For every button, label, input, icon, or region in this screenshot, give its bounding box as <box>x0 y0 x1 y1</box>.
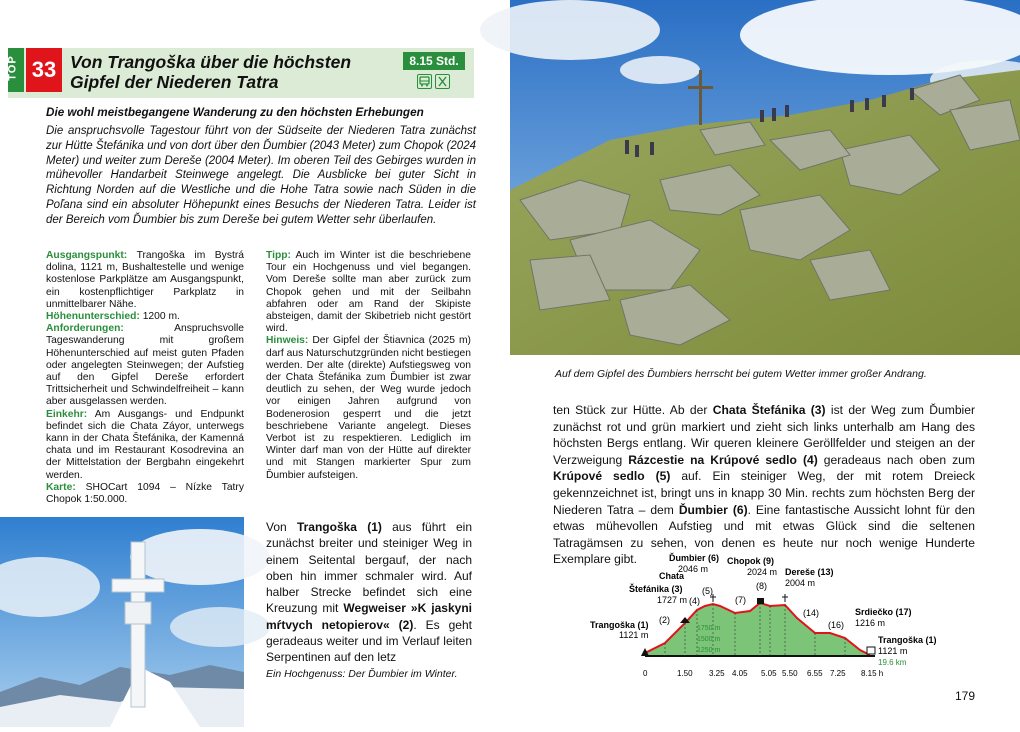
info-value-tip: Auch im Winter ist die beschriebene Tour ein Hochgenuss und viel begangen. Vom Dereše sollte man aber zurück zum Chopok gehen und mit der Seilbahn abfahren oder am Rand der Skipiste absteigen, damit der Skibetrieb nicht gestört wird. <box>266 250 471 335</box>
label-trangoska-end: Trangoška (1) <box>878 635 937 645</box>
waypoint-8: (8) <box>756 581 767 591</box>
elev-label-1750: 1750 m <box>697 625 721 632</box>
subtitle: Die wohl meistbegangene Wanderung zu den höchsten Erhebungen <box>46 106 424 119</box>
elev-trangoska-end: 1121 m <box>878 646 908 656</box>
info-column-1 <box>46 250 244 506</box>
body-left-text-3: . Es geht geradeaus weiter und im Verlauf leiten Serpentinen auf den letz <box>266 617 472 665</box>
waypoint-2: (2) <box>659 615 670 625</box>
info-column-2 <box>266 250 471 482</box>
winter-summit-photo <box>0 517 244 727</box>
x-tick: 4.05 <box>732 669 748 678</box>
distance-label: 19.6 km <box>878 658 907 667</box>
label-trangoska-start: Trangoška (1) <box>590 620 649 630</box>
x-tick: 1.50 <box>677 669 693 678</box>
label-srdiecko: Srdiečko (17) <box>855 607 912 617</box>
info-key-height: Höhenunterschied: <box>46 311 140 323</box>
summit-crowd-photo <box>510 0 1020 355</box>
info-key-map: Karte: <box>46 481 76 493</box>
info-value-height: 1200 m. <box>139 311 180 323</box>
place-wegweiser: Wegweiser »K jaskyni mŕtvych netopierov« (2) <box>266 601 472 632</box>
info-key-note: Hinweis: <box>266 335 309 347</box>
elevation-profile <box>585 548 937 683</box>
waypoint-5: (5) <box>702 586 713 596</box>
place-stefanika: Chata Štefánika (3) <box>712 403 826 417</box>
label-chata: Chata <box>659 571 685 581</box>
page-number: 179 <box>955 689 976 703</box>
info-value-start: Trangoška im Bystrá dolina, 1121 m, Bushaltestelle und wenige kostenlose Parkplätze am Ausgangspunkt, ein kostenpflichtiger Parkplatz in unmittelbarer Nähe. <box>46 250 244 310</box>
elev-derese: 2004 m <box>785 578 816 588</box>
top-label: TOP <box>6 55 19 81</box>
waypoint-7: (7) <box>735 595 746 605</box>
body-right-text-5: . Eine fantastische Aussicht lohnt für den etwas mühevollen Aufstieg und mit etwas Glück sind die seltenen Tatragämsen zu sehen, von denen es heute nur noch wenige Hunderte Exemplare gibt. <box>553 502 975 567</box>
x-tick: 5.05 <box>761 669 777 678</box>
body-left-text-2: aus führt ein zunächst breiter und steiniger Weg in einem Seitental bergauf, der nach oben hin immer schmaler wird. Auf halber Strecke befindet sich eine Kreuzung mit <box>266 520 472 616</box>
body-text-left <box>266 519 472 666</box>
place-dumbier: Ďumbier (6) <box>678 502 748 517</box>
x-tick: 6.55 <box>807 669 823 678</box>
intro-text: Die anspruchsvolle Tagestour führt von der Südseite der Niederen Tatra zunächst zur Hütte Štefánika und von dort über den Ďumbier (2043 Meter) zum Chopok (2024 Meter) und weiter zum Dereše (2004 Meter). Im oberen Teil des Gebirges wurden in mühevoller Handarbeit Steinwege angelegt. Die Ausblicke bei guter Sicht in Richtung Norden auf die Westliche und die Hohe Tatra sowie nach Süden in die Poľana sind ein absoluter Höhepunkt eines Besuchs der Niederen Tatra. Leider ist der Bereich vom Ďumbier bis zum Dereše bei gutem Wetter sehr überlaufen. <box>46 125 476 226</box>
elev-label-1250: 1250 m <box>697 647 721 654</box>
label-chopok: Chopok (9) <box>727 556 774 566</box>
elev-stefanika: 1727 m <box>657 595 688 605</box>
top-tab <box>8 48 24 92</box>
place-krupove-sedlo: Krúpové sedlo (5) <box>553 469 671 484</box>
x-tick: 5.50 <box>782 669 798 678</box>
label-derese: Dereše (13) <box>785 567 834 577</box>
info-key-stop: Einkehr: <box>46 408 88 420</box>
tour-number: 33 <box>26 48 62 92</box>
elev-dumbier: 2046 m <box>678 564 709 574</box>
x-tick: 3.25 <box>709 669 725 678</box>
caption-left: Ein Hochgenuss: Der Ďumbier im Winter. <box>266 668 458 680</box>
info-key-requirements: Anforderungen: <box>46 323 124 335</box>
waypoint-4: (4) <box>689 596 700 606</box>
elev-srdiecko: 1216 m <box>855 618 886 628</box>
x-tick: 0 <box>643 669 648 678</box>
info-key-tip: Tipp: <box>266 250 291 261</box>
elev-trangoska-start: 1121 m <box>619 630 649 640</box>
body-text-right <box>553 402 975 568</box>
title-line-2: Gipfel der Niederen Tatra <box>70 72 279 92</box>
body-right-text-2: ist der Weg zum Ďumbier zunächst rot und grün markiert und zieht sich links unterhalb am Hang des höchsten Bergs entlang. Wir queren kleinere Geröllfelder und steigen an der Verzweigung <box>553 403 975 467</box>
caption-right: Auf dem Gipfel des Ďumbiers herrscht bei gutem Wetter immer großer Andrang. <box>555 368 927 380</box>
title-line-1: Von Trangoška über die höchsten <box>70 52 352 72</box>
elev-label-1500: 1500 m <box>697 636 721 643</box>
place-razcestie: Rázcestie na Krúpové sedlo (4) <box>628 452 818 467</box>
body-right-text-3: geradeaus nach oben zum <box>817 452 975 467</box>
bus-icon <box>417 74 432 89</box>
info-key-start: Ausgangspunkt: <box>46 250 128 261</box>
transport-icons <box>417 74 450 89</box>
end-bus-icon <box>867 647 875 654</box>
body-right-text-1: ten Stück zur Hütte. Ab der <box>553 403 713 417</box>
info-value-requirements: Anspruchsvolle Tageswanderung mit großem Höhenunterschied auf meist guten Pfaden oder angelegten Steinwegen; der Aufstieg auf den Gipfel Dereše erfordert Trittsicherheit und Schwindelfreiheit – kann aber ausgelassen werden. <box>46 323 244 408</box>
label-dumbier: Ďumbier (6) <box>669 553 720 563</box>
waypoint-14: (14) <box>803 608 820 618</box>
info-value-note: Der Gipfel der Štiavnica (2025 m) darf aus Naturschutzgründen nicht bestiegen werden. Der alte (direkte) Aufstiegsweg von der Chata Štefánika zum Ďumbier ist zwar deutlich zu sehen, der Weg wurde jedoch vor einigen Jahren aufgrund von Bodenerosion gesperrt und die jetzt beschriebene Variante angelegt. Dieses Verbot ist zu respektieren. Lediglich im Winter darf man von der Hütte auf direkter und mit Stangen markierter Spur zum Ďumbier aufsteigen. <box>266 335 471 481</box>
info-value-stop: Am Ausgangs- und Endpunkt befindet sich die Chata Záyor, unterwegs kann in der Chata Štefánika, der Kamenná chata und im Restaurant Kosodrevina an der Mittelstation der Bergbahn eingekehrt werden. <box>46 408 244 481</box>
station-marker-icon <box>757 598 764 604</box>
x-tick: 7.25 <box>830 669 846 678</box>
elev-chopok: 2024 m <box>747 567 778 577</box>
duration-badge: 8.15 Std. <box>403 52 465 70</box>
body-right-text-4: auf. Ein steiniger Weg, der mit rotem Dreieck gekennzeichnet ist, bringt uns in knapp 30 Min. rechts zum höchsten Berg der Niederen Tatra – dem <box>553 469 975 517</box>
restaurant-icon <box>435 74 450 89</box>
page-title <box>70 52 400 92</box>
info-value-map: SHOCart 1094 – Nízke Tatry Chopok 1:50.000. <box>46 481 244 506</box>
place-trangoska: Trangoška (1) <box>296 520 382 534</box>
label-stefanika: Štefánika (3) <box>629 584 683 594</box>
body-left-text-1: Von <box>266 520 297 534</box>
waypoint-16: (16) <box>828 620 845 630</box>
x-tick: 8.15 h <box>861 669 884 678</box>
